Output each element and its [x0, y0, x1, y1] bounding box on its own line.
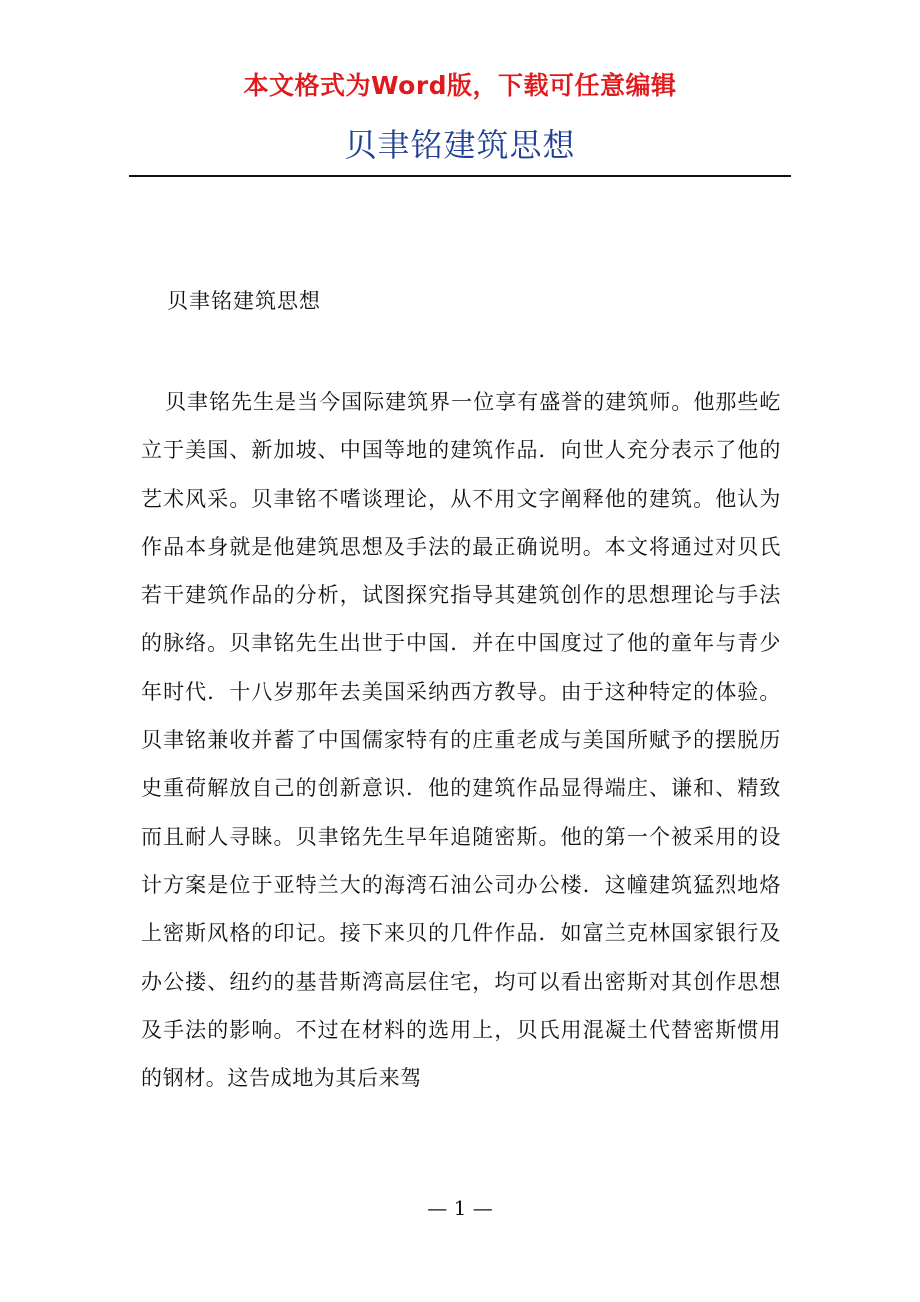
- format-notice: 本文格式为Word版，下载可任意编辑: [243, 71, 677, 100]
- body-paragraph: 贝聿铭先生是当今国际建筑界一位享有盛誉的建筑师。他那些屹立于美国、新加坡、中国等地的建筑作品．向世人充分表示了他的艺术风采。贝聿铭不嗜谈理论，从不用文字阐释他的建筑。他认为作品本身就是他建筑思想及手法的最正确说明。本文将通过对贝氏若干建筑作品的分析，试图探究指导其建筑创作的思想理论与手法的脉络。贝聿铭先生出世于中国．并在中国度过了他的童年与青少年时代．十八岁那年去美国采纳西方教导。由于这种特定的体验。贝聿铭兼收并蓄了中国儒家特有的庄重老成与美国所赋予的摆脱历史重荷解放自己的创新意识．他的建筑作品显得端庄、谦和、精致而且耐人寻睐。贝聿铭先生早年追随密斯。他的第一个被采用的设计方案是位于亚特兰大的海湾石油公司办公楼．这幢建筑猛烈地烙上密斯风格的印记。接下来贝的几件作品．如富兰克林国家银行及办公搂、纽约的基昔斯湾高层住宅，均可以看出密斯对其创作思想及手法的影响。不过在材料的选用上，贝氏用混凝土代替密斯惯用的钢材。这告成地为其后来驾: [141, 390, 781, 1091]
- article-heading: 贝聿铭建筑思想: [167, 289, 321, 313]
- title-divider: [129, 175, 791, 177]
- page-number: — 1 —: [427, 1196, 493, 1220]
- document-title: 贝聿铭建筑思想: [344, 126, 576, 164]
